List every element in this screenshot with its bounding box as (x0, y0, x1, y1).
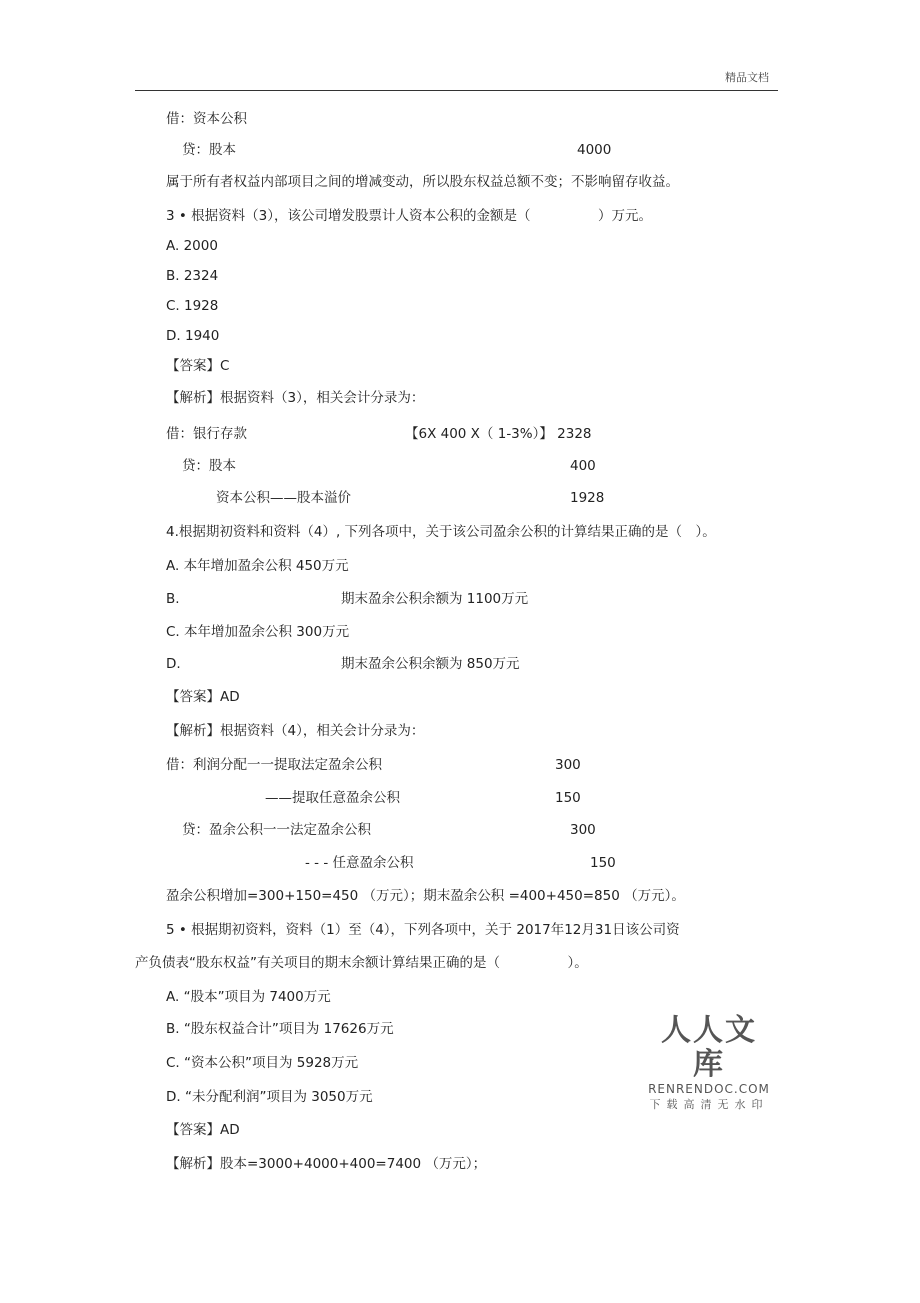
question-5-cont: 产负债表“股东权益”有关项目的期末余额计算结果正确的是（ ）。 (135, 955, 588, 971)
journal-amount: 150 (590, 855, 616, 871)
explanation-text: 属于所有者权益内部项目之间的增减变动，所以股东权益总额不变；不影响留存收益。 (166, 174, 679, 190)
journal-line: 贷：股本 (182, 142, 236, 158)
option-b: B. “股东权益合计”项目为 17626万元 (166, 1021, 394, 1037)
question-3: 3 • 根据资料（3），该公司增发股票计人资本公积的金额是（ ）万元。 (166, 208, 652, 224)
watermark-url: RENRENDOC.COM (648, 1082, 770, 1096)
analysis: 【解析】根据资料（4），相关会计分录为： (166, 723, 425, 739)
header-rule (135, 90, 778, 91)
option-d-label: D. (166, 656, 181, 672)
option-c: C. “资本公积”项目为 5928万元 (166, 1055, 359, 1071)
journal-amount: 1928 (570, 490, 605, 506)
option-b: 期末盈余公积余额为 1100万元 (341, 591, 529, 607)
question-4: 4.根据期初资料和资料（4）, 下列各项中，关于该公司盈余公积的计算结果正确的是（ ）。 (166, 524, 716, 540)
journal-amount: 【6X 400 X（ 1-3%）】 2328 (405, 426, 592, 442)
journal-line: ——提取任意盈余公积 (265, 790, 400, 806)
option-c: C. 本年增加盈余公积 300万元 (166, 624, 350, 640)
journal-line: 借：资本公积 (166, 111, 247, 127)
option-a: A. 本年增加盈余公积 450万元 (166, 558, 349, 574)
explanation-text: 盈余公积增加=300+150=450 （万元）；期末盈余公积 =400+450=850 （万元）。 (166, 888, 685, 904)
answer: 【答案】AD (166, 1122, 240, 1138)
watermark-logo (646, 1014, 772, 1112)
journal-line: 借：利润分配一一提取法定盈余公积 (166, 757, 382, 773)
watermark-slogan: 下载高清无水印 (649, 1098, 769, 1111)
journal-line: 贷：盈余公积一一法定盈余公积 (182, 822, 371, 838)
journal-amount: 4000 (577, 142, 612, 158)
journal-line: 借：银行存款 (166, 426, 247, 442)
header-title: 精品文档 (725, 71, 769, 84)
journal-amount: 300 (555, 757, 581, 773)
option-c: C. 1928 (166, 298, 219, 314)
option-d: 期末盈余公积余额为 850万元 (341, 656, 520, 672)
analysis: 【解析】股本=3000+4000+400=7400 （万元）； (166, 1156, 487, 1172)
answer: 【答案】AD (166, 689, 240, 705)
journal-line: 资本公积——股本溢价 (216, 490, 351, 506)
answer: 【答案】C (166, 358, 230, 374)
option-a: A. “股本”项目为 7400万元 (166, 989, 331, 1005)
option-b-label: B. (166, 591, 180, 607)
journal-amount: 400 (570, 458, 596, 474)
option-d: D. 1940 (166, 328, 220, 344)
question-5: 5 • 根据期初资料，资料（1）至（4），下列各项中，关于 2017年12月31日该公司资 (166, 922, 680, 938)
journal-line: 贷：股本 (182, 458, 236, 474)
journal-amount: 300 (570, 822, 596, 838)
option-d: D. “未分配利润”项目为 3050万元 (166, 1089, 373, 1105)
analysis: 【解析】根据资料（3），相关会计分录为： (166, 390, 425, 406)
watermark-title: 人人文库 (661, 1013, 757, 1082)
option-a: A. 2000 (166, 238, 218, 254)
journal-line: - - - 任意盈余公积 (305, 855, 414, 871)
option-b: B. 2324 (166, 268, 219, 284)
journal-amount: 150 (555, 790, 581, 806)
